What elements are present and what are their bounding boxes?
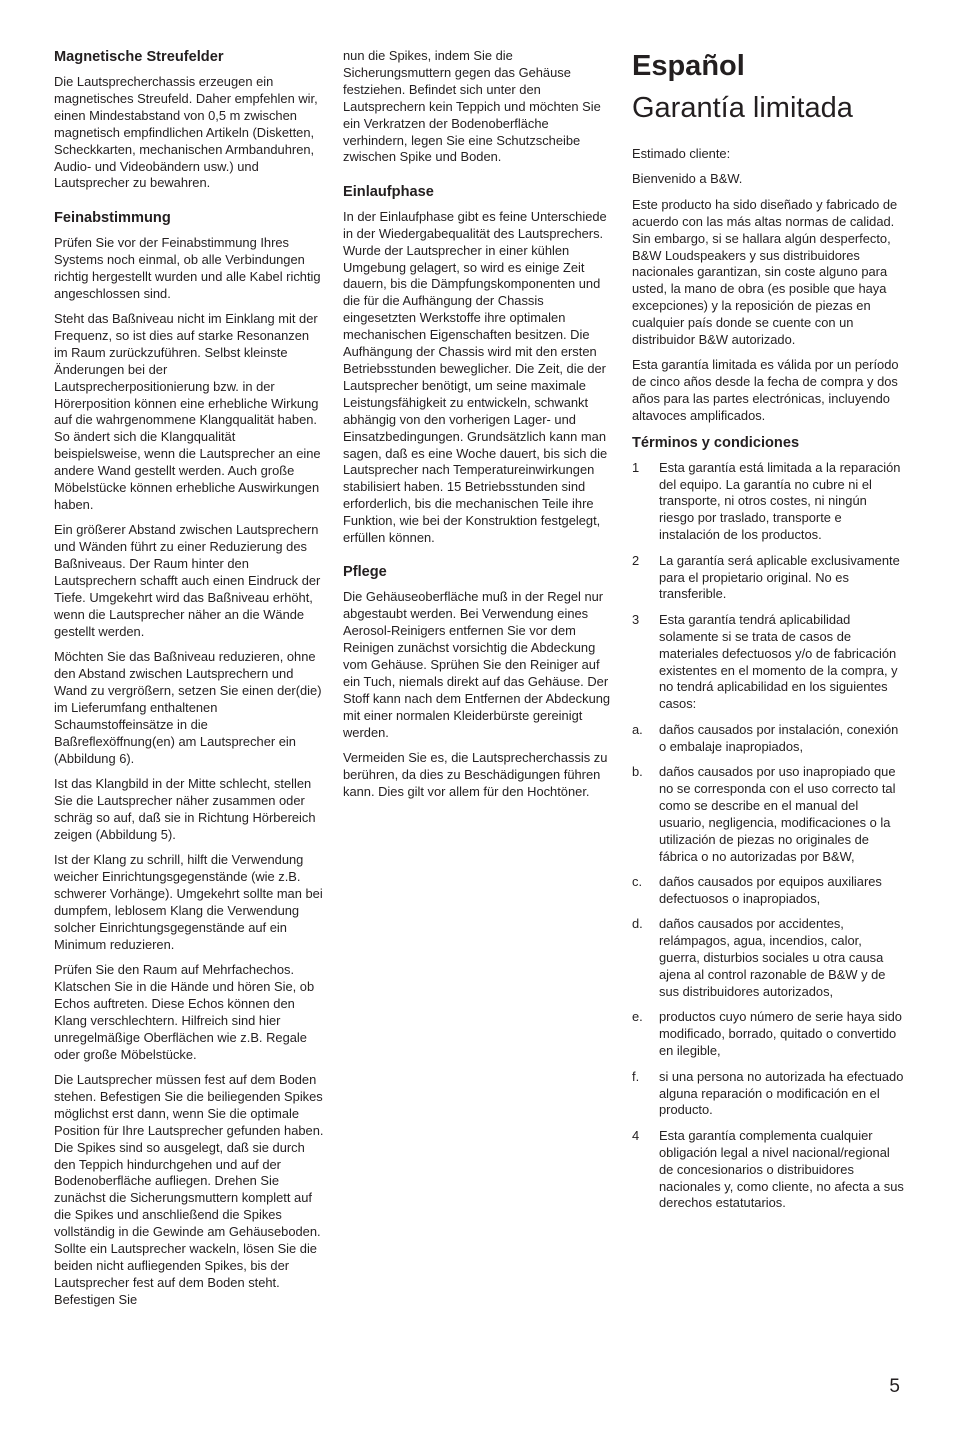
list-item-number: e. (632, 1009, 643, 1025)
list-item-text: Esta garantía está limitada a la reparación del equipo. La garantía no cubre ni el transporte, ni otros costes, ni ningún riesgo por traslado, transporte e instalación de los productos. (659, 459, 901, 543)
list-item (632, 612, 904, 713)
paragraph: Ist der Klang zu schrill, hilft die Verwendung weicher Einrichtungsgegenstände (wie z.B. schwerer Vorhänge). Umgekehrt sollte man bei dumpfem, leblosem Klang die Verwendung solcher Einrichtungsgegenstände auf ein Minimum reduzieren. (54, 852, 323, 952)
paragraph: Möchten Sie das Baßniveau reduzieren, ohne den Abstand zwischen Lautsprechern und Wand zu vergrößern, setzen Sie einen der(die) im Lieferumfang enthaltenen Schaumstoffeinsätze in die Baßreflexöffnung(en) am Lautsprecher ein (Abbildung 6). (54, 649, 322, 766)
list-item (632, 553, 904, 604)
list-item-text: Esta garantía tendrá aplicabilidad solamente si se trata de casos de materiales defectuosos y/o de fabricación existentes en el momento de la compra, y no tendrá aplicabilidad en los siguientes casos: (659, 611, 898, 712)
list-item-number: b. (632, 764, 643, 780)
paragraph: Esta garantía limitada es válida por un período de cinco años desde la fecha de compra y dos años para las partes electrónicas, incluyendo altavoces amplificados. (632, 357, 899, 424)
column-german-2 (343, 48, 614, 809)
paragraph: nun die Spikes, indem Sie die Sicherungsmuttern gegen das Gehäuse festziehen. Befindet sich unter den Lautsprechern kein Teppich und möchten Sie ein Verkratzen der Bodenoberfläche verhindern, legen Sie eine Schutzscheibe zwischen Spike und Boden. (343, 48, 601, 165)
list-item-text: La garantía será aplicable exclusivamente para el propietario original. No es transferible. (659, 552, 900, 602)
list-item-text: daños causados por uso inapropiado que no se corresponda con el uso correcto tal como se describe en el manual del usuario, negligencia, modificaciones o la utilización de piezas no originales de fábrica o no autorizadas por B&W, (659, 764, 896, 864)
section-heading: Términos y condiciones (632, 434, 800, 451)
paragraph: Ist das Klangbild in der Mitte schlecht, stellen Sie die Lautsprecher näher zusammen oder schräg so auf, daß sie in Richtung Hörbereich zeigen (Abbildung 5). (54, 776, 316, 842)
list-item-number: 4 (632, 1127, 640, 1143)
paragraph: Die Lautsprecher müssen fest auf dem Boden stehen. Befestigen Sie die beiliegenden Spikes möglichst erst dann, wenn Sie die optimale Position für Ihre Lautsprecher gefunden haben. Die Spikes sind so ausgelegt, daß sie durch den Teppich hindurchgehen und auf der Bodenoberfläche aufliegen. Drehen Sie zunächst die Sicherungsmuttern komplett auf die Spikes und anschließend die Spikes vollständig in die Gewinde am Gehäuseboden. Sollte ein Lautsprecher wackeln, lösen Sie die beiden nicht aufliegenden Spikes, bis der Lautsprecher fest auf dem Boden steht. Befestigen Sie (54, 1072, 324, 1307)
paragraph: Vermeiden Sie es, die Lautsprecherchassis zu berühren, da dies zu Beschädigungen führen kann. Dies gilt vor allem für den Hochtöner. (343, 750, 608, 799)
paragraph: Prüfen Sie vor der Feinabstimmung Ihres Systems noch einmal, ob alle Verbindungen richtig hergestellt wurden und alle Kabel richtig angeschlossen sind. (54, 234, 321, 301)
list-item (632, 1128, 904, 1213)
list-item-number: f. (632, 1068, 640, 1084)
section-heading: Feinabstimmung (54, 209, 171, 226)
column-spanish (632, 48, 904, 1221)
list-item-text: daños causados por accidentes, relámpagos, agua, incendios, calor, guerra, disturbios sociales u otra causa ajena al control razonable de B&W y de sus distribuidores autorizados, (659, 916, 886, 999)
section-heading: Einlaufphase (343, 183, 434, 200)
column-german-1 (54, 48, 324, 1317)
list-item (632, 722, 904, 756)
paragraph: Prüfen Sie den Raum auf Mehrfachechos. Klatschen Sie in die Hände und hören Sie, ob Echos auftreten. Diese Echos können den Klang verschlechtern. Hilfreich sind hier unregelmäßige Oberflächen wie z.B. Regale oder große Möbelstücke. (54, 962, 315, 1062)
list-item (632, 874, 904, 908)
paragraph: In der Einlaufphase gibt es feine Unterschiede in der Wiedergabequalität des Lautsprechers. Wurde der Lautsprecher in einer kühlen Umgebung gelagert, so wird es einige Zeit dauern, bis die Dämpfungskomponenten und die für die Aufhängung der Chassis eingesetzten Werkstoffe ihre optimalen mechanischen Eigenschaften besitzen. Die Aufhängung der Chassis wird mit den ersten Betriebsstunden beweglicher. Die Zeit, die der Lautsprecher benötigt, um seine maximale Leistungsfähigkeit zu entwickeln, schwankt abhängig von den vorherigen Lager- und Einsatzbedingungen. Grundsätzlich kann man sagen, daß es eine Woche dauert, bis sich die Lautsprecher nach Temperatureinwirkungen stabilisiert haben. 15 Betriebsstunden sind erforderlich, bis die mechanischen Teile ihre Funktion, wie bei der Konstruktion festgelegt, erfüllen können. (343, 208, 608, 546)
paragraph: Este producto ha sido diseñado y fabricado de acuerdo con las más altas normas de calidad. Sin embargo, si se hallara algún desperfecto, B&W Loudspeakers y sus distribuidores nacionales garantizan, sin coste alguno para usted, la mano de obra (es posible que haya excepciones) y la reposición de piezas en cualquier país donde se cuente con un distribuidor B&W autorizado. (632, 196, 898, 348)
paragraph: Die Lautsprecherchassis erzeugen ein magnetisches Streufeld. Daher empfehlen wir, einen Mindestabstand von 0,5 m zwischen magnetisch empfindlichen Artikeln (Disketten, Scheckkarten, mechanischen Armbanduhren, Audio- und Videobändern usw.) und Lautsprecher zu bewahren. (54, 74, 318, 191)
list-item-number: 2 (632, 552, 640, 568)
paragraph: Ein größerer Abstand zwischen Lautsprechern und Wänden führt zu einer Reduzierung des Baßniveaus. Der Raum hinter den Lautsprechern schafft auch einen Eindruck der Tiefe. Umgekehrt wird das Baßniveau erhöht, wenn die Lautsprecher näher an die Wände gestellt werden. (54, 522, 321, 639)
paragraph: Steht das Baßniveau nicht im Einklang mit der Frequenz, so ist dies auf starke Resonanzen im Raum zurückzuführen. Selbst kleinste Änderungen bei der Lautsprecherpositionierung bzw. in der Hörerposition können eine erhebliche Wirkung auf die wahrgenommene Klangqualität haben. So ändert sich die Klangqualität beispielsweise, wenn die Lautsprecher an eine andere Wand gestellt werden. Auch große Möbelstücke können erhebliche Auswirkungen haben. (54, 310, 321, 512)
page-title: Garantía limitada (632, 92, 853, 124)
paragraph: Estimado cliente: (632, 146, 731, 161)
list-item (632, 916, 904, 1001)
list-item-number: d. (632, 916, 643, 932)
paragraph: Die Gehäuseoberfläche muß in der Regel nur abgestaubt werden. Bei Verwendung eines Aerosol-Reinigers entfernen Sie vor dem Reinigen zunächst vorsichtig die Abdeckung vom Gehäuse. Sprühen Sie den Reiniger auf ein Tuch, niemals direkt auf das Gehäuse. Der Stoff kann nach dem Entfernen der Abdeckung mit einer normalen Kleiderbürste gereinigt werden. (343, 589, 611, 740)
list-item (632, 764, 904, 865)
section-heading: Pflege (343, 564, 387, 581)
list-item (632, 1069, 904, 1120)
list-item (632, 1009, 904, 1060)
list-item-number: a. (632, 721, 643, 737)
list-item (632, 460, 904, 545)
section-heading: Magnetische Streufelder (54, 49, 224, 65)
list-item-text: Esta garantía complementa cualquier obligación legal a nivel nacional/regional de concesionarios o distribuidores nacionales y, como cliente, no afecta a sus derechos estatutarios. (659, 1127, 904, 1211)
list-item-number: 1 (632, 459, 640, 475)
terms-list (632, 460, 904, 1213)
paragraph: Bienvenido a B&W. (632, 171, 743, 187)
list-item-text: si una persona no autorizada ha efectuado alguna reparación o modificación en el producto. (659, 1068, 904, 1118)
list-item-number: c. (632, 874, 643, 890)
language-heading: Español (632, 50, 745, 82)
list-item-text: productos cuyo número de serie haya sido modificado, borrado, quitado o convertido en ilegible, (659, 1009, 902, 1059)
list-item-number: 3 (632, 611, 640, 627)
list-item-text: daños causados por equipos auxiliares defectuosos o inapropiados, (659, 874, 882, 906)
page-number: 5 (889, 1376, 900, 1397)
list-item-text: daños causados por instalación, conexión o embalaje inapropiados, (659, 721, 899, 754)
